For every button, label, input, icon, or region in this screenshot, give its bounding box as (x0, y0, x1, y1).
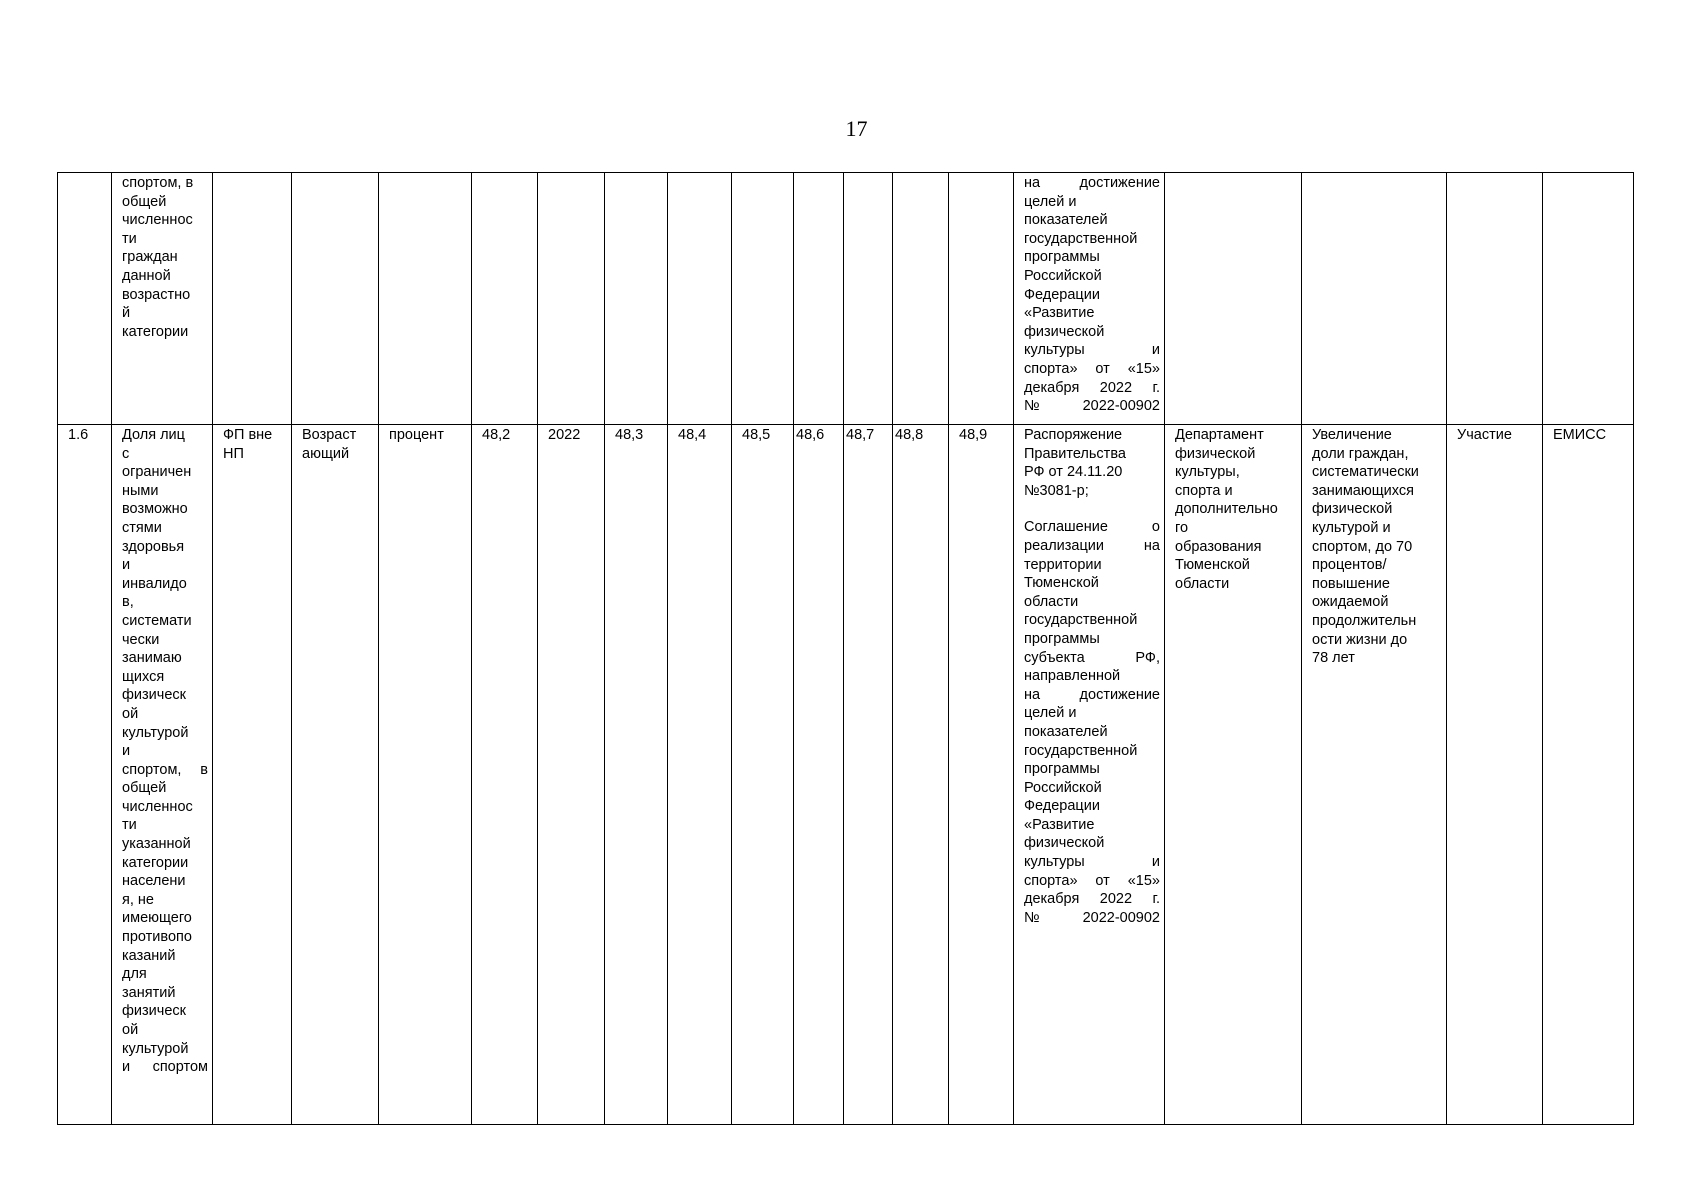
text-line: данной (122, 267, 171, 284)
text-line: спорта» от «15» (1024, 360, 1160, 377)
text-line: № 2022-00902 (1024, 398, 1160, 415)
cell-indicator-name (112, 425, 213, 1125)
text-line: физической (1024, 323, 1105, 340)
text-line: ости жизни до (1312, 631, 1408, 648)
text-line: ограничен (122, 464, 192, 481)
text-line: №3081-р; (1024, 482, 1089, 499)
text-line: спортом, до 70 (1312, 538, 1413, 555)
text-line: государственной (1024, 230, 1138, 247)
page-number: 17 (845, 116, 868, 141)
text-line: Российской (1024, 267, 1102, 284)
text-line: занятий (122, 984, 176, 1001)
cell-base-value (472, 173, 538, 425)
cell-trend (292, 173, 379, 425)
text-line: Российской (1024, 779, 1102, 796)
cell-base-year: 2022 (538, 425, 605, 1125)
text-line: противопо (122, 929, 192, 946)
cell-value: 48,9 (949, 425, 1014, 1125)
text-line: субъекта РФ, (1024, 649, 1160, 666)
text-line: программы (1024, 761, 1100, 778)
text-line: дополнительно (1175, 501, 1278, 518)
text-line: ными (122, 482, 159, 499)
cell-value (794, 173, 844, 425)
cell-responsible (1165, 173, 1302, 425)
text-line: повышение (1312, 575, 1390, 592)
text-line: щихся (122, 668, 165, 685)
cell-basis (1014, 173, 1165, 425)
cell-responsible (1165, 425, 1302, 1125)
text-line: систематически (1312, 464, 1419, 481)
text-line: физической (1312, 501, 1393, 518)
text-line: Соглашение о (1024, 519, 1160, 536)
text-line: программы (1024, 249, 1100, 266)
table-row-1-6 (58, 425, 1634, 1125)
text-line: государственной (1024, 612, 1138, 629)
text-line: Департамент (1175, 427, 1264, 443)
text-line: численнос (122, 212, 193, 229)
text-line: физической (1175, 445, 1256, 462)
text-line: «Развитие (1024, 305, 1095, 322)
cell-base-year (538, 173, 605, 425)
basis-text-decree (1024, 426, 1160, 500)
cell-goal-link (1302, 173, 1447, 425)
text-line: указанной (122, 836, 191, 853)
cell-level (213, 173, 292, 425)
text-line: чески (122, 631, 160, 648)
indicator-name-text (122, 174, 208, 341)
cell-indicator-name (112, 173, 213, 425)
table-row-continued (58, 173, 1634, 425)
text-line: стями (122, 519, 162, 536)
text-line: целей и (1024, 705, 1077, 722)
text-line: продолжительн (1312, 612, 1417, 629)
cell-unit (379, 173, 472, 425)
text-line: Федерации (1024, 286, 1100, 303)
text-line: населени (122, 873, 186, 890)
cell-value (844, 173, 893, 425)
text-line: Доля лиц (122, 427, 185, 443)
cell-value: 48,6 (794, 425, 844, 1125)
cell-unit: процент (379, 425, 472, 1125)
indicators-table (57, 172, 1634, 1125)
text-line: го (1175, 519, 1189, 536)
text-line: общей (122, 193, 167, 210)
text-line: культурой (122, 724, 189, 741)
responsible-text (1175, 426, 1297, 593)
text-line: культурой (122, 1040, 189, 1057)
text-line: спорта и (1175, 482, 1233, 499)
basis-text-agreement (1024, 518, 1160, 927)
text-line: Распоряжение (1024, 427, 1123, 443)
text-line: области (1175, 575, 1230, 592)
cell-value (893, 173, 949, 425)
goal-link-text (1312, 426, 1442, 668)
text-line: целей и (1024, 193, 1077, 210)
text-line: процентов/ (1312, 557, 1387, 574)
text-line: на достижение (1024, 175, 1160, 191)
text-line: 78 лет (1312, 650, 1355, 667)
text-line: занимающихся (1312, 482, 1414, 499)
text-line: культуры и (1024, 854, 1160, 871)
text-line: и (122, 557, 131, 574)
cell-value (668, 173, 732, 425)
text-line: № 2022-00902 (1024, 909, 1160, 926)
cell-value: 48,8 (893, 425, 949, 1125)
text-line: государственной (1024, 742, 1138, 759)
cell-participation: Участие (1447, 425, 1543, 1125)
text-line: здоровья (122, 538, 185, 555)
text-line: численнос (122, 798, 193, 815)
text-line: спортом, в (122, 175, 194, 191)
cell-value: 48,4 (668, 425, 732, 1125)
text-line: показателей (1024, 723, 1108, 740)
indicator-name-text (122, 426, 208, 1077)
text-line: с (122, 445, 130, 462)
text-line: и (122, 743, 131, 760)
cell-value: 48,5 (732, 425, 794, 1125)
text-line: и спортом (122, 1059, 208, 1076)
text-line: направленной (1024, 668, 1121, 685)
text-line: ти (122, 230, 137, 247)
text-line: граждан (122, 249, 178, 266)
text-line: культурой и (1312, 519, 1391, 536)
cell-goal-link (1302, 425, 1447, 1125)
cell-info-system (1543, 173, 1634, 425)
text-line: Правительства (1024, 445, 1126, 462)
text-line: для (122, 966, 147, 983)
text-line: возрастно (122, 286, 191, 303)
text-line: категории (122, 323, 189, 340)
cell-participation (1447, 173, 1543, 425)
text-line: физическ (122, 687, 186, 704)
text-line: декабря 2022 г. (1024, 379, 1160, 396)
text-line: Тюменской (1175, 557, 1250, 574)
cell-number (58, 173, 112, 425)
text-line: реализации на (1024, 537, 1160, 554)
cell-level: ФП вне НП (213, 425, 292, 1125)
cell-base-value: 48,2 (472, 425, 538, 1125)
text-line: «Развитие (1024, 816, 1095, 833)
cell-number: 1.6 (58, 425, 112, 1125)
cell-value (732, 173, 794, 425)
cell-value: 48,7 (844, 425, 893, 1125)
text-line: на достижение (1024, 686, 1160, 703)
text-line: Увеличение (1312, 427, 1392, 443)
text-line: территории (1024, 556, 1102, 573)
text-line: спорта» от «15» (1024, 872, 1160, 889)
cell-basis (1014, 425, 1165, 1125)
text-line: области (1024, 593, 1079, 610)
text-line: спортом, в (122, 761, 208, 778)
text-line: категории (122, 854, 189, 871)
text-line: занимаю (122, 650, 182, 667)
text-line: доли граждан, (1312, 445, 1409, 462)
cell-value (949, 173, 1014, 425)
text-line: инвалидо (122, 575, 187, 592)
text-line: физическ (122, 1003, 186, 1020)
text-line: системати (122, 612, 192, 629)
cell-value (605, 173, 668, 425)
cell-info-system: ЕМИСС (1543, 425, 1634, 1125)
text-line: культуры, (1175, 464, 1240, 481)
text-line: возможно (122, 501, 188, 518)
text-line: физической (1024, 835, 1105, 852)
text-line: казаний (122, 947, 176, 964)
text-line: ти (122, 817, 137, 834)
text-line: й (122, 305, 131, 322)
text-line: общей (122, 780, 167, 797)
text-line: РФ от 24.11.20 (1024, 464, 1123, 481)
text-line: культуры и (1024, 342, 1160, 359)
text-line: я, не (122, 891, 154, 908)
text-line: ой (122, 1022, 139, 1038)
text-line: образования (1175, 538, 1262, 555)
cell-trend: Возраст ающий (292, 425, 379, 1125)
text-line: ой (122, 705, 139, 722)
text-line: ожидаемой (1312, 594, 1389, 611)
text-line: программы (1024, 630, 1100, 647)
basis-text (1024, 174, 1160, 416)
text-line: в, (122, 594, 134, 611)
cell-value: 48,3 (605, 425, 668, 1125)
text-line: Федерации (1024, 798, 1100, 815)
text-line: показателей (1024, 212, 1108, 229)
text-line: декабря 2022 г. (1024, 891, 1160, 908)
text-line: имеющего (122, 910, 192, 927)
text-line: Тюменской (1024, 575, 1099, 592)
